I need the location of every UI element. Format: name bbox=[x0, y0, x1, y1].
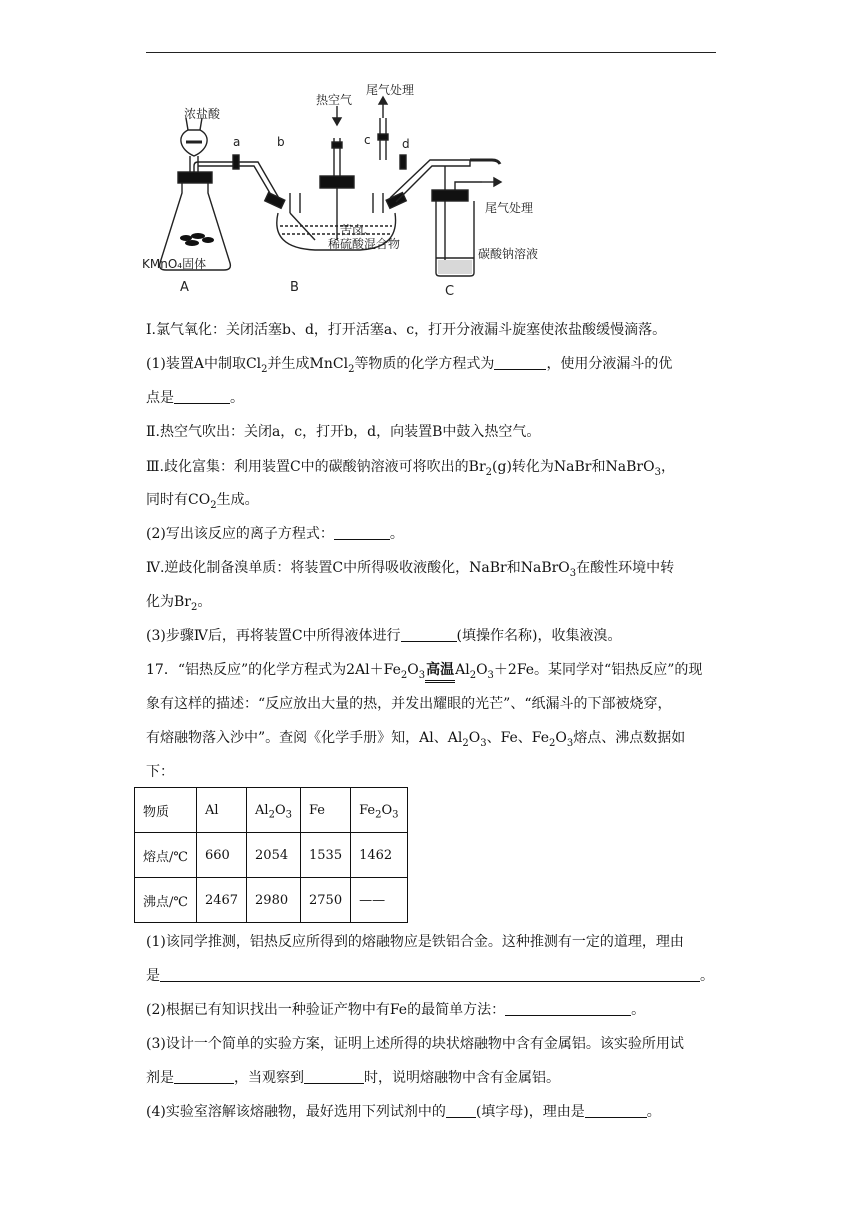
table-cell: 660 bbox=[196, 833, 246, 878]
table-row bbox=[135, 878, 408, 923]
header-rule bbox=[146, 52, 716, 53]
answer-blank[interactable] bbox=[174, 1069, 234, 1084]
question-1-line-1: (1)装置A中制取$Cl_2$并生成MnCl$_2$等物质的化学方程式为 ，使用分液漏斗的优 bbox=[146, 356, 673, 375]
label-kmno4: KMnO₄固体 bbox=[142, 257, 207, 271]
properties-table bbox=[134, 787, 408, 923]
table-header-cell: Fe bbox=[301, 788, 351, 833]
step-3-line-2: 同时有$CO_2$生成。 bbox=[146, 492, 259, 511]
answer-blank[interactable] bbox=[160, 967, 700, 982]
table-header-cell: Al bbox=[196, 788, 246, 833]
question-17-4: (4)实验室溶解该熔融物，最好选用下列试剂中的 (填字母)，理由是 。 bbox=[146, 1104, 661, 1120]
table-cell: 沸点/℃ bbox=[135, 878, 197, 923]
question-17-line-3: 有熔融物落入沙中”。查阅《化学手册》知，Al、$Al_2O_3$、Fe、$Fe_2O_3$熔点、沸点数据如 bbox=[146, 730, 686, 749]
answer-blank[interactable] bbox=[304, 1069, 364, 1084]
table-cell: 1462 bbox=[351, 833, 407, 878]
label-exhaust-top: 尾气处理 bbox=[366, 83, 415, 97]
table-cell: —— bbox=[351, 878, 407, 923]
valve-a: a bbox=[233, 135, 241, 149]
question-1-line-2: 点是 。 bbox=[146, 390, 244, 406]
reaction-condition: 高温 bbox=[426, 662, 455, 678]
step-4-line-2: 化为$Br_2$。 bbox=[146, 594, 212, 613]
valve-b: b bbox=[277, 135, 285, 149]
app-c-label: C bbox=[445, 284, 455, 299]
question-17-line-4: 下： bbox=[146, 764, 174, 780]
table-cell: 2750 bbox=[301, 878, 351, 923]
table-header-cell: 物质 bbox=[135, 788, 197, 833]
step-3-line-1: Ⅲ.歧化富集：利用装置C中的碳酸钠溶液可将吹出的$Br_2(g)$转化为NaBr和NaBrO$_3$， bbox=[146, 459, 675, 478]
apparatus-diagram bbox=[140, 78, 570, 303]
label-exhaust-side: 尾气处理 bbox=[485, 201, 534, 215]
table-cell: 2467 bbox=[196, 878, 246, 923]
question-17-3-line-2: 剂是 ，当观察到 时，说明熔融物中含有金属铝。 bbox=[146, 1070, 560, 1086]
answer-blank[interactable] bbox=[585, 1103, 647, 1118]
label-na2co3: 碳酸钠溶液 bbox=[478, 247, 539, 261]
question-17-3-line-1: (3)设计一个简单的实验方案，证明上述所得的块状熔融物中含有金属铝。该实验所用试 bbox=[146, 1036, 684, 1052]
valve-d: d bbox=[402, 137, 410, 151]
label-bittern-1: 苦卤、 bbox=[340, 223, 377, 237]
answer-blank[interactable] bbox=[334, 525, 390, 540]
question-17-2: (2)根据已有知识找出一种验证产物中有Fe的最简单方法： 。 bbox=[146, 1002, 646, 1018]
question-17-line-2: 象有这样的描述：“反应放出大量的热，并发出耀眼的光芒”、“纸漏斗的下部被烧穿， bbox=[146, 696, 672, 712]
table-row bbox=[135, 833, 408, 878]
table-cell: 2980 bbox=[247, 878, 301, 923]
label-conc-hcl: 浓盐酸 bbox=[184, 107, 221, 121]
question-17-1-line-1: (1)该同学推测，铝热反应所得到的熔融物应是铁铝合金。这种推测有一定的道理，理由 bbox=[146, 934, 684, 950]
app-a-label: A bbox=[180, 280, 189, 295]
answer-blank[interactable] bbox=[505, 1001, 631, 1016]
step-1: Ⅰ.氯气氧化：关闭活塞b、d，打开活塞a、c，打开分液漏斗旋塞使浓盐酸缓慢滴落。 bbox=[146, 322, 667, 338]
table-header-cell: $Al_2O_3$ bbox=[247, 788, 301, 833]
table-header-cell: $Fe_2O_3$ bbox=[351, 788, 407, 833]
question-2: (2)写出该反应的离子方程式： 。 bbox=[146, 526, 404, 542]
table-header-row bbox=[135, 788, 408, 833]
question-17-1-line-2: 是 。 bbox=[146, 968, 714, 984]
step-4-line-1: Ⅳ.逆歧化制备溴单质：将装置C中所得吸收液酸化，NaBr和NaBrO$_3$在酸性环境中转 bbox=[146, 560, 675, 579]
answer-blank[interactable] bbox=[494, 355, 546, 370]
table-cell: 2054 bbox=[247, 833, 301, 878]
question-17-line-1: 17．“铝热反应”的化学方程式为$2Al+Fe_2O_3$高温$Al_2O_3+2Fe$。某同学对“铝热反应”的现 bbox=[146, 662, 703, 681]
answer-blank[interactable] bbox=[174, 389, 230, 404]
label-hot-air: 热空气 bbox=[316, 93, 353, 107]
label-bittern-2: 稀硫酸混合物 bbox=[328, 237, 401, 251]
app-b-label: B bbox=[290, 280, 299, 295]
answer-blank[interactable] bbox=[401, 627, 457, 642]
valve-c: c bbox=[364, 133, 371, 147]
answer-blank[interactable] bbox=[446, 1103, 476, 1118]
table-cell: 1535 bbox=[301, 833, 351, 878]
question-3: (3)步骤Ⅳ后，再将装置C中所得液体进行 (填操作名称)，收集液溴。 bbox=[146, 628, 622, 644]
table-cell: 熔点/℃ bbox=[135, 833, 197, 878]
step-2: Ⅱ.热空气吹出：关闭a，c，打开b，d，向装置B中鼓入热空气。 bbox=[146, 424, 541, 440]
